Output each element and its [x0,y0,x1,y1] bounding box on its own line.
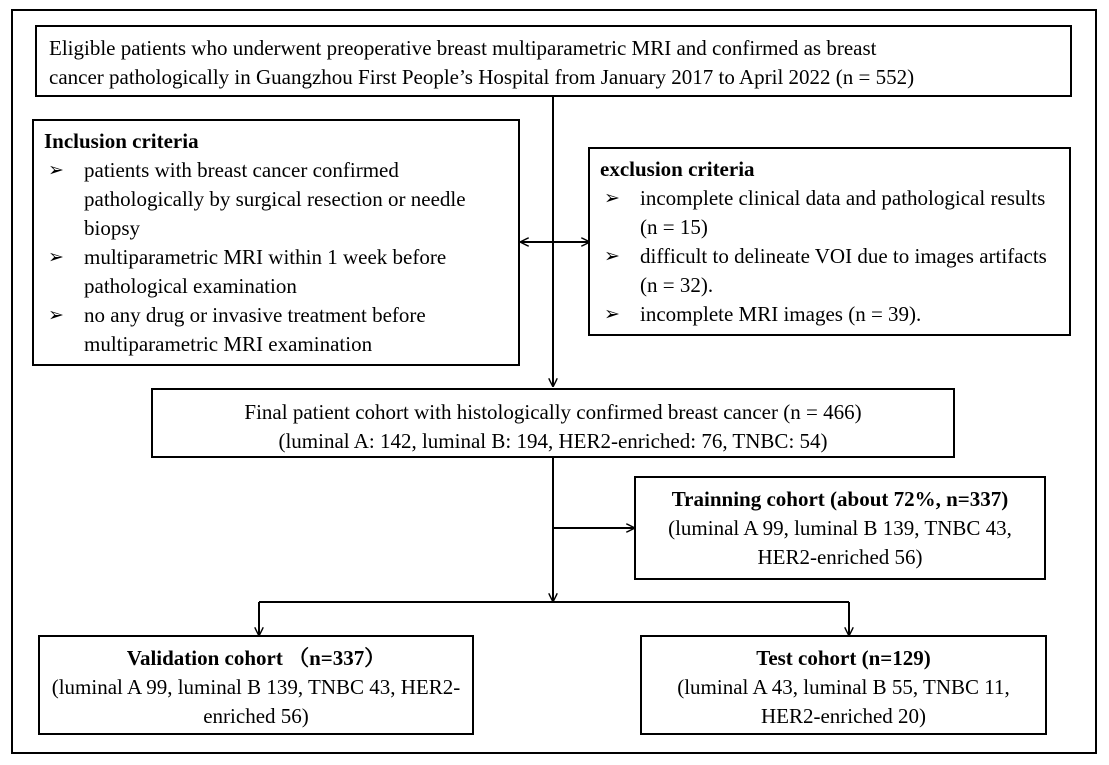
validation-cohort-title: Validation cohort （n=337） [126,646,386,670]
exclusion-item [600,184,1061,242]
arrow-bullet-icon: ➢ [48,160,64,181]
training-cohort-title: Trainning cohort (about 72%, n=337) [671,487,1009,511]
inclusion-item [44,243,510,301]
eligible-patients-box [35,25,1072,97]
exclusion-criteria-box [588,147,1071,336]
training-cohort-box [634,476,1046,580]
exclusion-item-text: difficult to delineate VOI due to images artifacts (n = 32). [640,244,1047,297]
inclusion-list [44,156,510,359]
arrow-bullet-icon: ➢ [604,246,620,267]
training-cohort-details: (luminal A 99, luminal B 139, TNBC 43, HER2-enriched 56) [668,516,1012,569]
test-cohort-box [640,635,1047,735]
exclusion-title: exclusion criteria [600,157,755,181]
final-cohort-line-2: (luminal A: 142, luminal B: 194, HER2-enriched: 76, TNBC: 54) [278,429,828,453]
final-cohort-box [151,388,955,458]
exclusion-item [600,300,1061,329]
final-cohort-line-1: Final patient cohort with histologically confirmed breast cancer (n = 466) [244,400,862,424]
exclusion-item-text: incomplete clinical data and pathological results (n = 15) [640,186,1046,239]
validation-cohort-box [38,635,474,735]
inclusion-criteria-box [32,119,520,366]
test-cohort-details: (luminal A 43, luminal B 55, TNBC 11, HER2-enriched 20) [677,675,1010,728]
exclusion-item-text: incomplete MRI images (n = 39). [640,302,922,326]
inclusion-title: Inclusion criteria [44,129,199,153]
test-cohort-title: Test cohort (n=129) [756,646,931,670]
arrow-bullet-icon: ➢ [48,247,64,268]
exclusion-list [600,184,1061,329]
validation-cohort-details: (luminal A 99, luminal B 139, TNBC 43, HER2-enriched 56) [51,675,461,728]
exclusion-item [600,242,1061,300]
eligible-line-1: Eligible patients who underwent preoperative breast multiparametric MRI and confirmed as breast [49,36,877,60]
inclusion-item [44,301,510,359]
arrow-bullet-icon: ➢ [604,304,620,325]
inclusion-item-text: no any drug or invasive treatment before multiparametric MRI examination [84,303,426,356]
eligible-line-2: cancer pathologically in Guangzhou First People’s Hospital from January 2017 to April 2022 (n = 552) [49,65,915,89]
inclusion-item-text: multiparametric MRI within 1 week before pathological examination [84,245,447,298]
inclusion-item-text: patients with breast cancer confirmed pathologically by surgical resection or needle biopsy [84,158,466,240]
arrow-bullet-icon: ➢ [48,305,64,326]
inclusion-item [44,156,510,243]
arrow-bullet-icon: ➢ [604,188,620,209]
